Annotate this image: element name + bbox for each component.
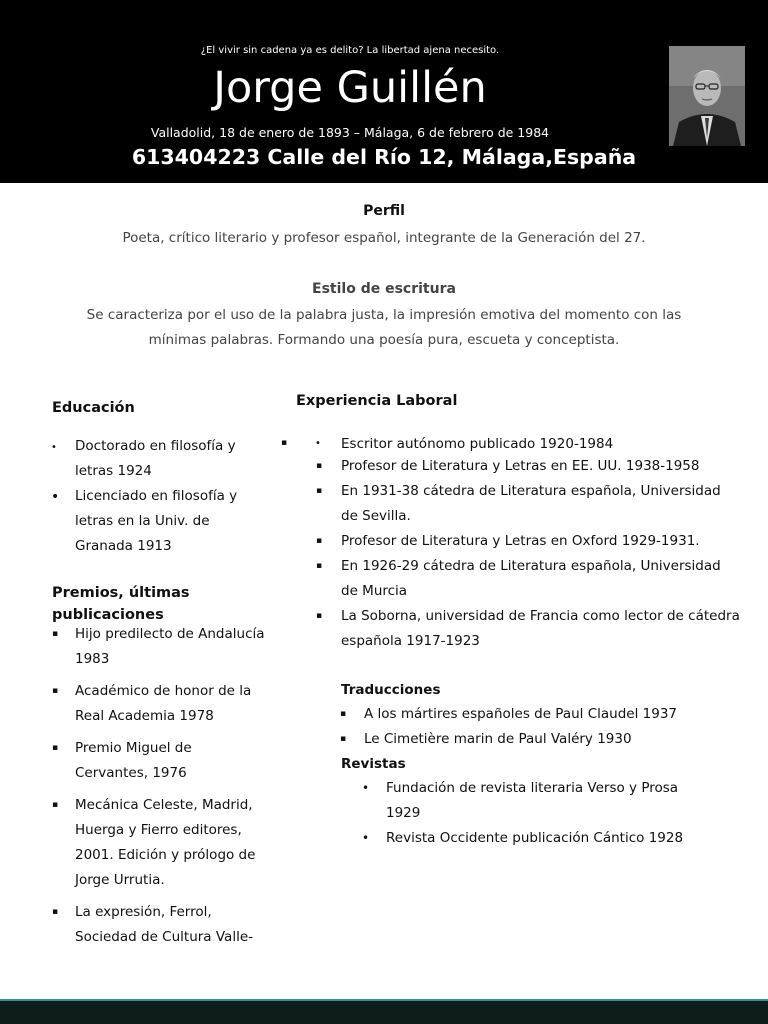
experiencia-title: Experiencia Laboral xyxy=(296,393,458,409)
list-item: • Escritor autónomo publicado 1920-1984 xyxy=(315,436,614,452)
revistas-list xyxy=(362,776,706,851)
estilo-text: Se caracteriza por el uso de la palabra justa, la impresión emotiva del momento con las mínimas palabras. Formando una poesía pura, escueta y conceptista. xyxy=(86,307,682,348)
perfil-title: Perfil xyxy=(363,203,405,219)
list-item: ▪ Académico de honor de la Real Academia 1978 xyxy=(52,683,252,724)
traducciones-list xyxy=(340,702,744,752)
list-item: ▪ Le Cimetière marin de Paul Valéry 1930 xyxy=(340,731,632,747)
footer-accent-line xyxy=(0,999,768,1001)
list-item: ▪ Hijo predilecto de Andalucía 1983 xyxy=(52,626,265,667)
list-item: ▪ Premio Miguel de Cervantes, 1976 xyxy=(52,740,192,781)
portrait-illustration xyxy=(669,46,745,146)
list-item: ▪ A los mártires españoles de Paul Claudel 1937 xyxy=(340,706,677,722)
list-item: ▪ En 1931-38 cátedra de Literatura española, Universidad de Sevilla. xyxy=(316,483,721,524)
educacion-title: Educación xyxy=(52,400,135,416)
list-item: ▪ La Soborna, universidad de Francia como lector de cátedra española 1917-1923 xyxy=(316,608,740,649)
footer-bar xyxy=(0,999,768,1024)
perfil-text: Poeta, crítico literario y profesor español, integrante de la Generación del 27. xyxy=(122,230,646,246)
list-item: • Fundación de revista literaria Verso y Prosa 1929 xyxy=(362,780,679,821)
list-item: • Doctorado en filosofía y letras 1924 xyxy=(51,438,236,479)
list-item: ▪ La expresión, Ferrol, Sociedad de Cultura Valle- xyxy=(52,904,254,945)
estilo-title: Estilo de escritura xyxy=(312,281,456,297)
person-name: Jorge Guillén xyxy=(213,63,487,113)
birth-death-dates: Valladolid, 18 de enero de 1893 – Málaga, 6 de febrero de 1984 xyxy=(150,125,550,140)
experiencia-list xyxy=(315,434,741,654)
traducciones-title: Traducciones xyxy=(341,682,441,698)
contact-info: 613404223 Calle del Río 12, Málaga,España xyxy=(131,145,637,169)
list-item: ▪ Profesor de Literatura y Letras en EE. UU. 1938-1958 xyxy=(316,458,700,474)
premios-title: Premios, últimas publicaciones xyxy=(52,585,190,623)
premios-list xyxy=(52,622,265,950)
list-item: ▪ Mecánica Celeste, Madrid, Huerga y Fierro editores, 2001. Edición y prólogo de Jorge Urrutia. xyxy=(52,797,256,888)
header-quote: ¿El vivir sin cadena ya es delito? La libertad ajena necesito. xyxy=(200,45,500,56)
revistas-title: Revistas xyxy=(341,756,406,772)
educacion-list xyxy=(51,434,265,559)
list-item: ▪ Profesor de Literatura y Letras en Oxford 1929-1931. xyxy=(316,533,700,549)
list-item: • Revista Occidente publicación Cántico 1928 xyxy=(362,830,684,846)
stray-bullet: ▪ xyxy=(281,438,288,448)
portrait-photo xyxy=(669,46,745,146)
list-item: ▪ En 1926-29 cátedra de Literatura española, Universidad de Murcia xyxy=(316,558,721,599)
list-item: • Licenciado en filosofía y letras en la Univ. de Granada 1913 xyxy=(51,488,238,554)
header-banner xyxy=(0,0,768,183)
